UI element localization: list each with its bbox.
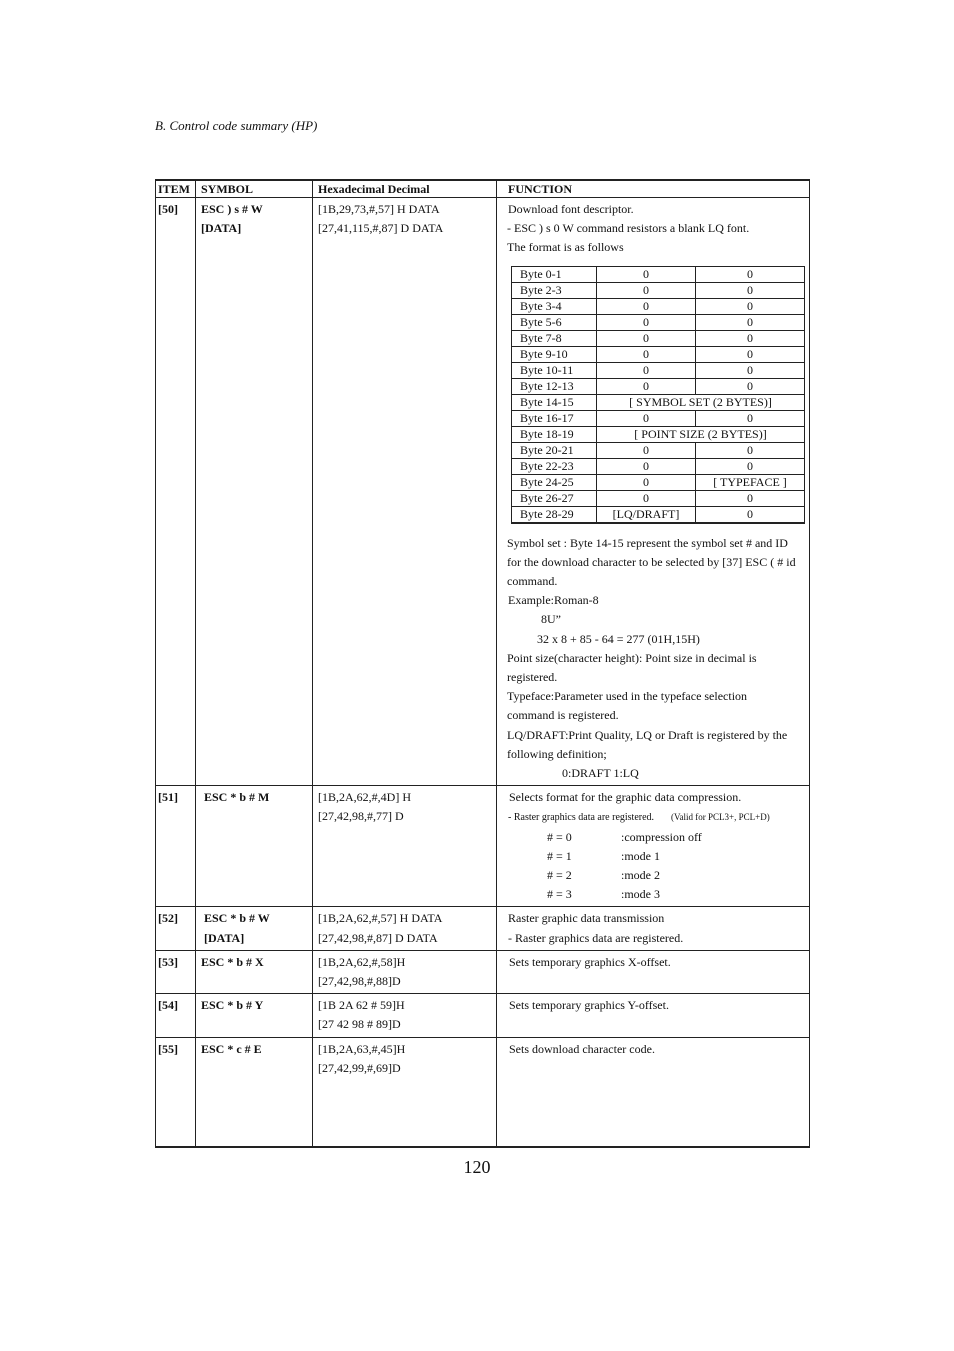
mode-line bbox=[509, 828, 804, 847]
symbol-cell bbox=[196, 198, 313, 786]
byte-value: 0 bbox=[696, 282, 805, 298]
byte-row bbox=[512, 346, 805, 362]
mode-desc: :mode 2 bbox=[621, 868, 660, 883]
byte-row bbox=[512, 490, 805, 506]
byte-label: Byte 5-6 bbox=[512, 314, 597, 330]
table-row bbox=[156, 950, 810, 993]
byte-value: 0 bbox=[696, 410, 805, 426]
byte-label: Byte 9-10 bbox=[512, 346, 597, 362]
symbol-cell bbox=[196, 907, 313, 950]
byte-value: 0 bbox=[597, 314, 696, 330]
hex-line: [1B,29,73,#,57] H DATA bbox=[318, 202, 440, 216]
item-cell: [54] bbox=[156, 994, 196, 1037]
column-header: FUNCTION bbox=[497, 180, 810, 198]
function-line: 8U” bbox=[541, 612, 561, 627]
byte-value: 0 bbox=[696, 298, 805, 314]
function-note: - Raster graphics data are registered. bbox=[508, 812, 655, 824]
symbol-line: ESC * b # X bbox=[201, 954, 264, 969]
byte-value: 0 bbox=[696, 330, 805, 346]
hex-line: [27,42,98,#,77] D bbox=[318, 809, 404, 824]
byte-value: 0 bbox=[597, 378, 696, 394]
byte-value: 0 bbox=[597, 330, 696, 346]
function-line: Example:Roman-8 bbox=[508, 593, 599, 608]
byte-label: Byte 0-1 bbox=[512, 266, 597, 282]
byte-value: 0 bbox=[597, 458, 696, 474]
byte-value: 0 bbox=[597, 346, 696, 362]
hex-cell bbox=[313, 786, 497, 907]
mode-line bbox=[509, 885, 804, 904]
byte-value: 0 bbox=[696, 362, 805, 378]
byte-row bbox=[512, 314, 805, 330]
function-line: Selects format for the graphic data compression. bbox=[509, 790, 742, 805]
byte-row bbox=[512, 298, 805, 314]
hex-line: [1B,2A,63,#,45]H bbox=[318, 1041, 406, 1056]
byte-row bbox=[512, 506, 805, 523]
function-cell bbox=[497, 994, 810, 1037]
symbol-line: ESC * b # Y bbox=[201, 998, 264, 1013]
function-cell bbox=[497, 907, 810, 950]
mode-value: # = 2 bbox=[547, 868, 572, 883]
byte-row bbox=[512, 282, 805, 298]
byte-label: Byte 2-3 bbox=[512, 282, 597, 298]
symbol-line: [DATA] bbox=[201, 221, 242, 236]
symbol-line: ESC ) s # W bbox=[201, 202, 263, 216]
hex-line: [1B,2A,62,#,57] H DATA bbox=[318, 911, 443, 926]
function-line: - ESC ) s 0 W command resistors a blank LQ font. bbox=[507, 221, 750, 236]
byte-value: 0 bbox=[597, 298, 696, 314]
byte-row bbox=[512, 458, 805, 474]
byte-value: 0 bbox=[597, 442, 696, 458]
symbol-cell bbox=[196, 786, 313, 907]
function-line: Point size(character height): Point size in decimal is registered. bbox=[507, 650, 757, 685]
table-header-row bbox=[156, 180, 810, 198]
byte-value: 0 bbox=[696, 346, 805, 362]
hex-line: [27,42,99,#,69]D bbox=[318, 1060, 401, 1075]
byte-value: 0 bbox=[696, 314, 805, 330]
byte-row bbox=[512, 442, 805, 458]
mode-desc: :mode 3 bbox=[621, 887, 660, 902]
byte-label: Byte 28-29 bbox=[512, 506, 597, 523]
hex-cell bbox=[313, 907, 497, 950]
byte-value: [ SYMBOL SET (2 BYTES)] bbox=[597, 394, 805, 410]
byte-label: Byte 10-11 bbox=[512, 362, 597, 378]
byte-row bbox=[512, 426, 805, 442]
item-cell: [55] bbox=[156, 1037, 196, 1147]
byte-label: Byte 3-4 bbox=[512, 298, 597, 314]
hex-line: [1B,2A,62,#,4D] H bbox=[318, 790, 411, 805]
item-cell: [53] bbox=[156, 950, 196, 993]
mode-desc: :mode 1 bbox=[621, 848, 660, 863]
byte-value: 0 bbox=[696, 266, 805, 282]
item-cell: [51] bbox=[156, 786, 196, 907]
column-header: ITEM bbox=[156, 180, 196, 198]
validity-note: (Valid for PCL3+, PCL+D) bbox=[671, 812, 770, 823]
control-code-table bbox=[155, 179, 810, 1148]
symbol-cell bbox=[196, 950, 313, 993]
mode-value: # = 0 bbox=[547, 829, 572, 844]
function-line: - Raster graphics data are registered. bbox=[508, 930, 684, 945]
function-cell bbox=[497, 950, 810, 993]
function-line: Sets temporary graphics Y-offset. bbox=[509, 998, 669, 1013]
hex-line: [27,42,98,#,88]D bbox=[318, 974, 401, 989]
hex-cell bbox=[313, 1037, 497, 1147]
mode-value: # = 3 bbox=[547, 887, 572, 902]
mode-line bbox=[509, 847, 804, 866]
hex-line: [27,42,98,#,87] D DATA bbox=[318, 930, 438, 945]
byte-format-table bbox=[511, 266, 805, 524]
hex-line: [27 42 98 # 89]D bbox=[318, 1017, 401, 1032]
byte-value: 0 bbox=[696, 490, 805, 506]
hex-line: [27,41,115,#,87] D DATA bbox=[318, 221, 444, 236]
function-line: Sets temporary graphics X-offset. bbox=[509, 954, 671, 969]
function-line: Typeface:Parameter used in the typeface selection command is registered. bbox=[507, 689, 748, 723]
byte-value: 0 bbox=[696, 378, 805, 394]
byte-value: [LQ/DRAFT] bbox=[597, 506, 696, 523]
function-line: LQ/DRAFT:Print Quality, LQ or Draft is registered by the following definition; bbox=[507, 727, 788, 761]
byte-row bbox=[512, 362, 805, 378]
byte-value: [ POINT SIZE (2 BYTES)] bbox=[597, 426, 805, 442]
symbol-cell bbox=[196, 994, 313, 1037]
item-cell: [52] bbox=[156, 907, 196, 950]
symbol-line: ESC * b # W bbox=[204, 911, 270, 926]
byte-value: [ TYPEFACE ] bbox=[696, 474, 805, 490]
table-row bbox=[156, 907, 810, 950]
function-line: 0:DRAFT 1:LQ bbox=[562, 766, 639, 781]
function-line: Download font descriptor. bbox=[508, 202, 634, 216]
function-line: Raster graphic data transmission bbox=[508, 911, 665, 926]
function-line: Sets download character code. bbox=[509, 1041, 655, 1056]
byte-label: Byte 24-25 bbox=[512, 474, 597, 490]
symbol-line: [DATA] bbox=[204, 930, 245, 945]
hex-cell bbox=[313, 994, 497, 1037]
byte-value: 0 bbox=[597, 410, 696, 426]
function-cell bbox=[497, 786, 810, 907]
byte-row bbox=[512, 378, 805, 394]
byte-value: 0 bbox=[597, 266, 696, 282]
function-line: Symbol set : Byte 14-15 represent the symbol set # and ID for the download character to be selected by [37] ESC ( # id command. bbox=[507, 535, 796, 589]
function-line: 32 x 8 + 85 - 64 = 277 (01H,15H) bbox=[537, 631, 700, 646]
table-row bbox=[156, 1037, 810, 1147]
symbol-line: ESC * b # M bbox=[204, 790, 270, 805]
byte-row bbox=[512, 266, 805, 282]
column-header: SYMBOL bbox=[196, 180, 313, 198]
table-row bbox=[156, 786, 810, 907]
byte-value: 0 bbox=[696, 442, 805, 458]
byte-label: Byte 26-27 bbox=[512, 490, 597, 506]
hex-cell bbox=[313, 198, 497, 786]
mode-value: # = 1 bbox=[547, 848, 572, 863]
byte-row bbox=[512, 410, 805, 426]
page-header: B. Control code summary (HP) bbox=[155, 118, 318, 133]
mode-desc: :compression off bbox=[621, 829, 702, 844]
page-number: 120 bbox=[463, 1157, 491, 1177]
table-row bbox=[156, 198, 810, 786]
column-header: Hexadecimal Decimal bbox=[313, 180, 497, 198]
table-row bbox=[156, 994, 810, 1037]
byte-value: 0 bbox=[696, 458, 805, 474]
symbol-line: ESC * c # E bbox=[201, 1041, 262, 1056]
hex-line: [1B,2A,62,#,58]H bbox=[318, 954, 406, 969]
byte-value: 0 bbox=[597, 474, 696, 490]
hex-cell bbox=[313, 950, 497, 993]
item-cell: [50] bbox=[156, 198, 196, 786]
function-cell bbox=[497, 1037, 810, 1147]
byte-value: 0 bbox=[597, 490, 696, 506]
byte-label: Byte 22-23 bbox=[512, 458, 597, 474]
byte-label: Byte 12-13 bbox=[512, 378, 597, 394]
function-line: The format is as follows bbox=[507, 240, 624, 255]
byte-row bbox=[512, 394, 805, 410]
byte-label: Byte 16-17 bbox=[512, 410, 597, 426]
byte-value: 0 bbox=[696, 506, 805, 523]
byte-label: Byte 14-15 bbox=[512, 394, 597, 410]
hex-line: [1B 2A 62 # 59]H bbox=[318, 998, 405, 1013]
byte-label: Byte 18-19 bbox=[512, 426, 597, 442]
byte-value: 0 bbox=[597, 362, 696, 378]
byte-label: Byte 20-21 bbox=[512, 442, 597, 458]
byte-value: 0 bbox=[597, 282, 696, 298]
symbol-cell bbox=[196, 1037, 313, 1147]
function-line bbox=[508, 807, 804, 827]
byte-row bbox=[512, 330, 805, 346]
byte-label: Byte 7-8 bbox=[512, 330, 597, 346]
function-cell bbox=[497, 198, 810, 786]
mode-line bbox=[509, 866, 804, 885]
byte-row bbox=[512, 474, 805, 490]
